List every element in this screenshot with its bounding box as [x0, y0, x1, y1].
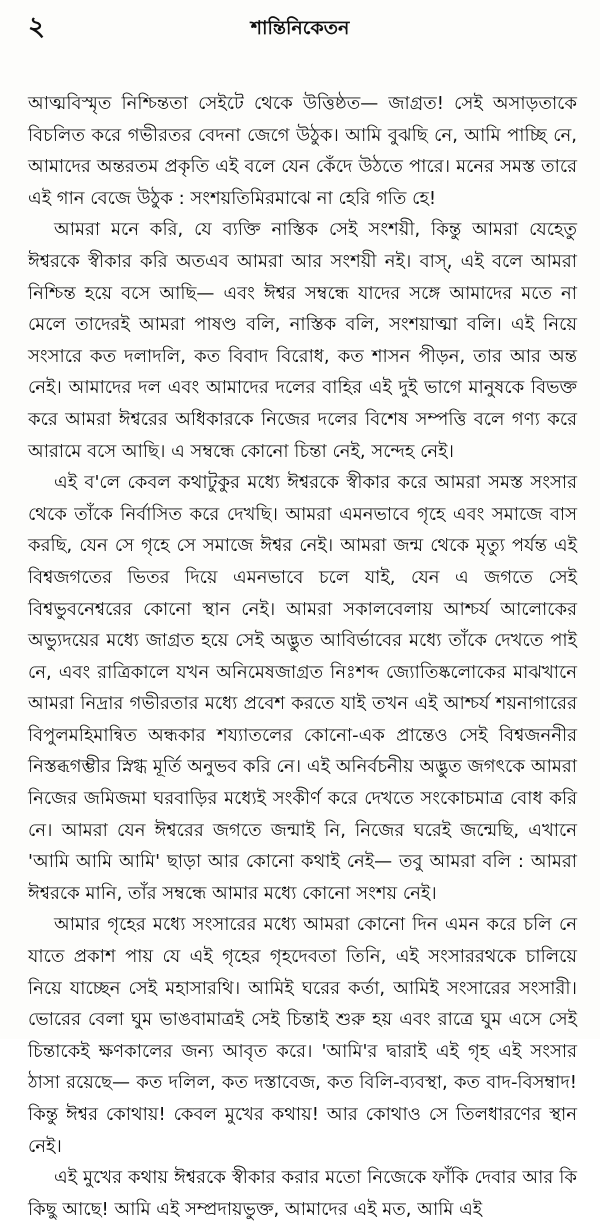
paragraph-2: আমরা মনে করি, যে ব্যক্তি নাস্তিক সেই সংশয়ী, কিন্তু আমরা যেহেতু ঈশ্বরকে স্বীকার করি অতএব আমরা আর সংশয়ী নই। বাস্, এই বলে আমরা নিশ্চিন্ত হয়ে বসে আছি— এবং ঈশ্বর সম্বন্ধে যাদের সঙ্গে আমাদের মতে না মেলে তাদেরই আমরা পাষণ্ড বলি, নাস্তিক বলি, সংশয়াত্মা বলি। এই নিয়ে সংসারে কত দলাদলি, কত বিবাদ বিরোধ, কত শাসন পীড়ন, তার আর অন্ত নেই। আমাদের দল এবং আমাদের দলের বাহির এই দুই ভাগে মানুষকে বিভক্ত করে আমরা ঈশ্বরের অধিকারকে নিজের দলের বিশেষ সম্পত্তি বলে গণ্য করে আরামে বসে আছি। এ সম্বন্ধে কোনো চিন্তা নেই, সন্দেহ নেই।: [28, 219, 577, 462]
body-text: [28, 88, 577, 1220]
paragraph-1: আত্মবিস্মৃত নিশ্চিন্ততা সেইটে থেকে উত্তিষ্ঠত— জাগ্রত! সেই অসাড়তাকে বিচলিত করে গভীরতর বেদনা জেগে উঠুক। আমি বুঝছি নে, আমি পাচ্ছি নে, আমাদের অন্তরতম প্রকৃতি এই বলে যেন কেঁদে উঠতে পারে। মনের সমস্ত তারে এই গান বেজে উঠুক : সংশয়তিমিরমাঝে না হেরি গতি হে!: [28, 93, 577, 209]
running-title: শান্তিনিকেতন: [250, 17, 350, 39]
paragraph-5: এই মুখের কথায় ঈশ্বরকে স্বীকার করার মতো নিজেকে ফাঁকি দেবার আর কি কিছু আছে! আমি এই সম্প্রদায়ভুক্ত, আমাদের এই মত, আমি এই: [28, 1167, 577, 1220]
page-number: ২: [28, 12, 45, 42]
paragraph-3: এই ব'লে কেবল কথাটুকুর মধ্যে ঈশ্বরকে স্বীকার করে আমরা সমস্ত সংসার থেকে তাঁকে নির্বাসিত করে দেখছি। আমরা এমনভাবে গৃহে এবং সমাজে বাস করছি, যেন সে গৃহে সে সমাজে ঈশ্বর নেই। আমরা জন্ম থেকে মৃত্যু পর্যন্ত এই বিশ্বজগতের ভিতর দিয়ে এমনভাবে চলে যাই, যেন এ জগতে সেই বিশ্বভুবনেশ্বরের কোনো স্থান নেই। আমরা সকালবেলায় আশ্চর্য আলোকের অভ্যুদয়ের মধ্যে জাগ্রত হয়ে সেই অদ্ভুত আবির্ভাবের মধ্যে তাঁকে দেখতে পাই নে, এবং রাত্রিকালে যখন অনিমেষজাগ্রত নিঃশব্দ জ্যোতিষ্কলোকের মাঝখানে আমরা নিদ্রার গভীরতার মধ্যে প্রবেশ করতে যাই তখন এই আশ্চর্য শয়নাগারের বিপুলমহিমান্বিত অন্ধকার শয্যাতলের কোনো-এক প্রান্তেও সেই বিশ্বজননীর নিস্তব্ধগম্ভীর স্নিগ্ধ মূর্তি অনুভব করি নে। এই অনির্বচনীয় অদ্ভুত জগৎকে আমরা নিজের জমিজমা ঘরবাড়ির মধ্যেই সংকীর্ণ করে দেখতে সংকোচমাত্র বোধ করি নে। আমরা যেন ঈশ্বরের জগতে জন্মাই নি, নিজের ঘরেই জন্মেছি, এখানে 'আমি আমি আমি' ছাড়া আর কোনো কথাই নেই— তবু আমরা বলি : আমরা ঈশ্বরকে মানি, তাঁর সম্বন্ধে আমার মধ্যে কোনো সংশয় নেই।: [28, 472, 577, 904]
paragraph-4: আমার গৃহের মধ্যে সংসারের মধ্যে আমরা কোনো দিন এমন করে চলি নে যাতে প্রকাশ পায় যে এই গৃহের গৃহদেবতা তিনি, এই সংসাররথকে চালিয়ে নিয়ে যাচ্ছেন সেই মহাসারথি। আমিই ঘরের কর্তা, আমিই সংসারের সংসারী। ভোরের বেলা ঘুম ভাঙবামাত্রই সেই চিন্তাই শুরু হয় এবং রাত্রে ঘুম এসে সেই চিন্তাকেই ক্ষণকালের জন্য আবৃত করে। 'আমি'র দ্বারাই এই গৃহ এই সংসার ঠাসা রয়েছে— কত দলিল, কত দস্তাবেজ, কত বিলি-ব্যবস্থা, কত বাদ-বিসম্বাদ! কিন্তু ঈশ্বর কোথায়! কেবল মুখের কথায়! আর কোথাও সে তিলধারণের স্থান নেই।: [28, 914, 577, 1157]
page-header: [28, 6, 572, 46]
